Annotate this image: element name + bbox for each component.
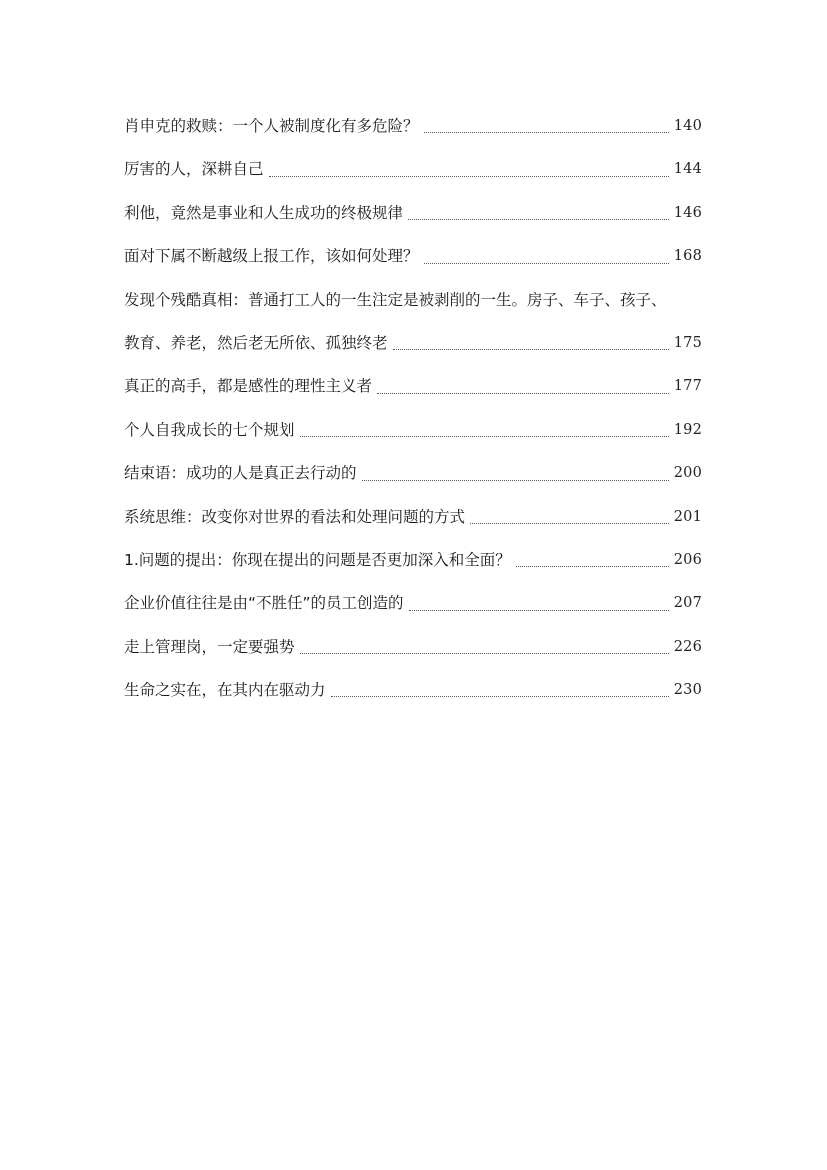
toc-entry[interactable] (124, 582, 702, 625)
dot-leader (393, 348, 669, 350)
toc-entry-title: 企业价值往往是由“不胜任”的员工创造的 (124, 594, 404, 613)
toc-entry-title: 厉害的人，深耕自己 (124, 160, 264, 179)
toc-entry-page: 201 (673, 508, 702, 525)
toc-entry-page: 206 (673, 551, 702, 568)
toc-entry-title: 面对下属不断越级上报工作，该如何处理？ (124, 247, 419, 266)
toc-entry-page: 140 (673, 118, 702, 134)
toc-entry-page: 226 (673, 638, 702, 655)
toc-entry[interactable] (124, 626, 702, 669)
toc-entry-page: 175 (673, 334, 702, 351)
toc-entry-title: 1.问题的提出：你现在提出的问题是否更加深入和全面？ (124, 550, 511, 569)
toc-entry[interactable] (124, 105, 702, 148)
toc-entry-title: 发现个残酷真相：普通打工人的一生注定是被剥削的一生。房子、车子、孩子、 (124, 290, 667, 309)
toc-entry-title: 结束语：成功的人是真正去行动的 (124, 464, 357, 483)
toc-entry-page: 207 (673, 595, 702, 612)
dot-leader (300, 652, 669, 654)
toc-entry-title: 走上管理岗，一定要强势 (124, 637, 295, 656)
toc-entry[interactable] (124, 496, 702, 539)
dot-leader (377, 392, 669, 394)
toc-entry-page: 168 (673, 248, 702, 265)
dot-leader (408, 218, 669, 220)
toc-entry-title: 肖申克的救赎：一个人被制度化有多危险？ (124, 117, 419, 135)
toc-entry-wrapped-line[interactable] (124, 279, 702, 322)
dot-leader (362, 479, 669, 481)
toc-entry-title: 系统思维：改变你对世界的看法和处理问题的方式 (124, 507, 466, 526)
toc-entry-page: 146 (673, 204, 702, 221)
toc-entry-title: 真正的高手，都是感性的理性主义者 (124, 377, 373, 396)
toc-entry[interactable] (124, 669, 702, 712)
toc-entry-page: 177 (673, 378, 702, 395)
dot-leader (424, 131, 669, 133)
toc-entry[interactable] (124, 192, 702, 235)
toc-entry[interactable] (124, 539, 702, 582)
dot-leader (409, 609, 669, 611)
toc-entry-title: 生命之实在，在其内在驱动力 (124, 681, 326, 700)
toc-entry[interactable] (124, 409, 702, 452)
toc-entry-page: 200 (673, 465, 702, 482)
toc-entry[interactable] (124, 148, 702, 191)
toc-entry-page: 230 (673, 682, 702, 699)
toc-entry-page: 192 (673, 421, 702, 438)
toc-entry[interactable] (124, 365, 702, 408)
dot-leader (300, 435, 669, 437)
dot-leader (269, 175, 669, 177)
toc-entry-title: 教育、养老，然后老无所依、孤独终老 (124, 333, 388, 352)
toc-entry-page: 144 (673, 161, 702, 178)
table-of-contents (124, 105, 702, 712)
toc-entry-title: 利他，竟然是事业和人生成功的终极规律 (124, 203, 404, 222)
toc-entry[interactable] (124, 235, 702, 278)
dot-leader (424, 262, 669, 264)
toc-entry[interactable] (124, 452, 702, 495)
dot-leader (470, 522, 669, 524)
toc-entry[interactable] (124, 322, 702, 365)
dot-leader (516, 565, 669, 567)
toc-entry-title: 个人自我成长的七个规划 (124, 420, 295, 439)
dot-leader (331, 695, 669, 697)
